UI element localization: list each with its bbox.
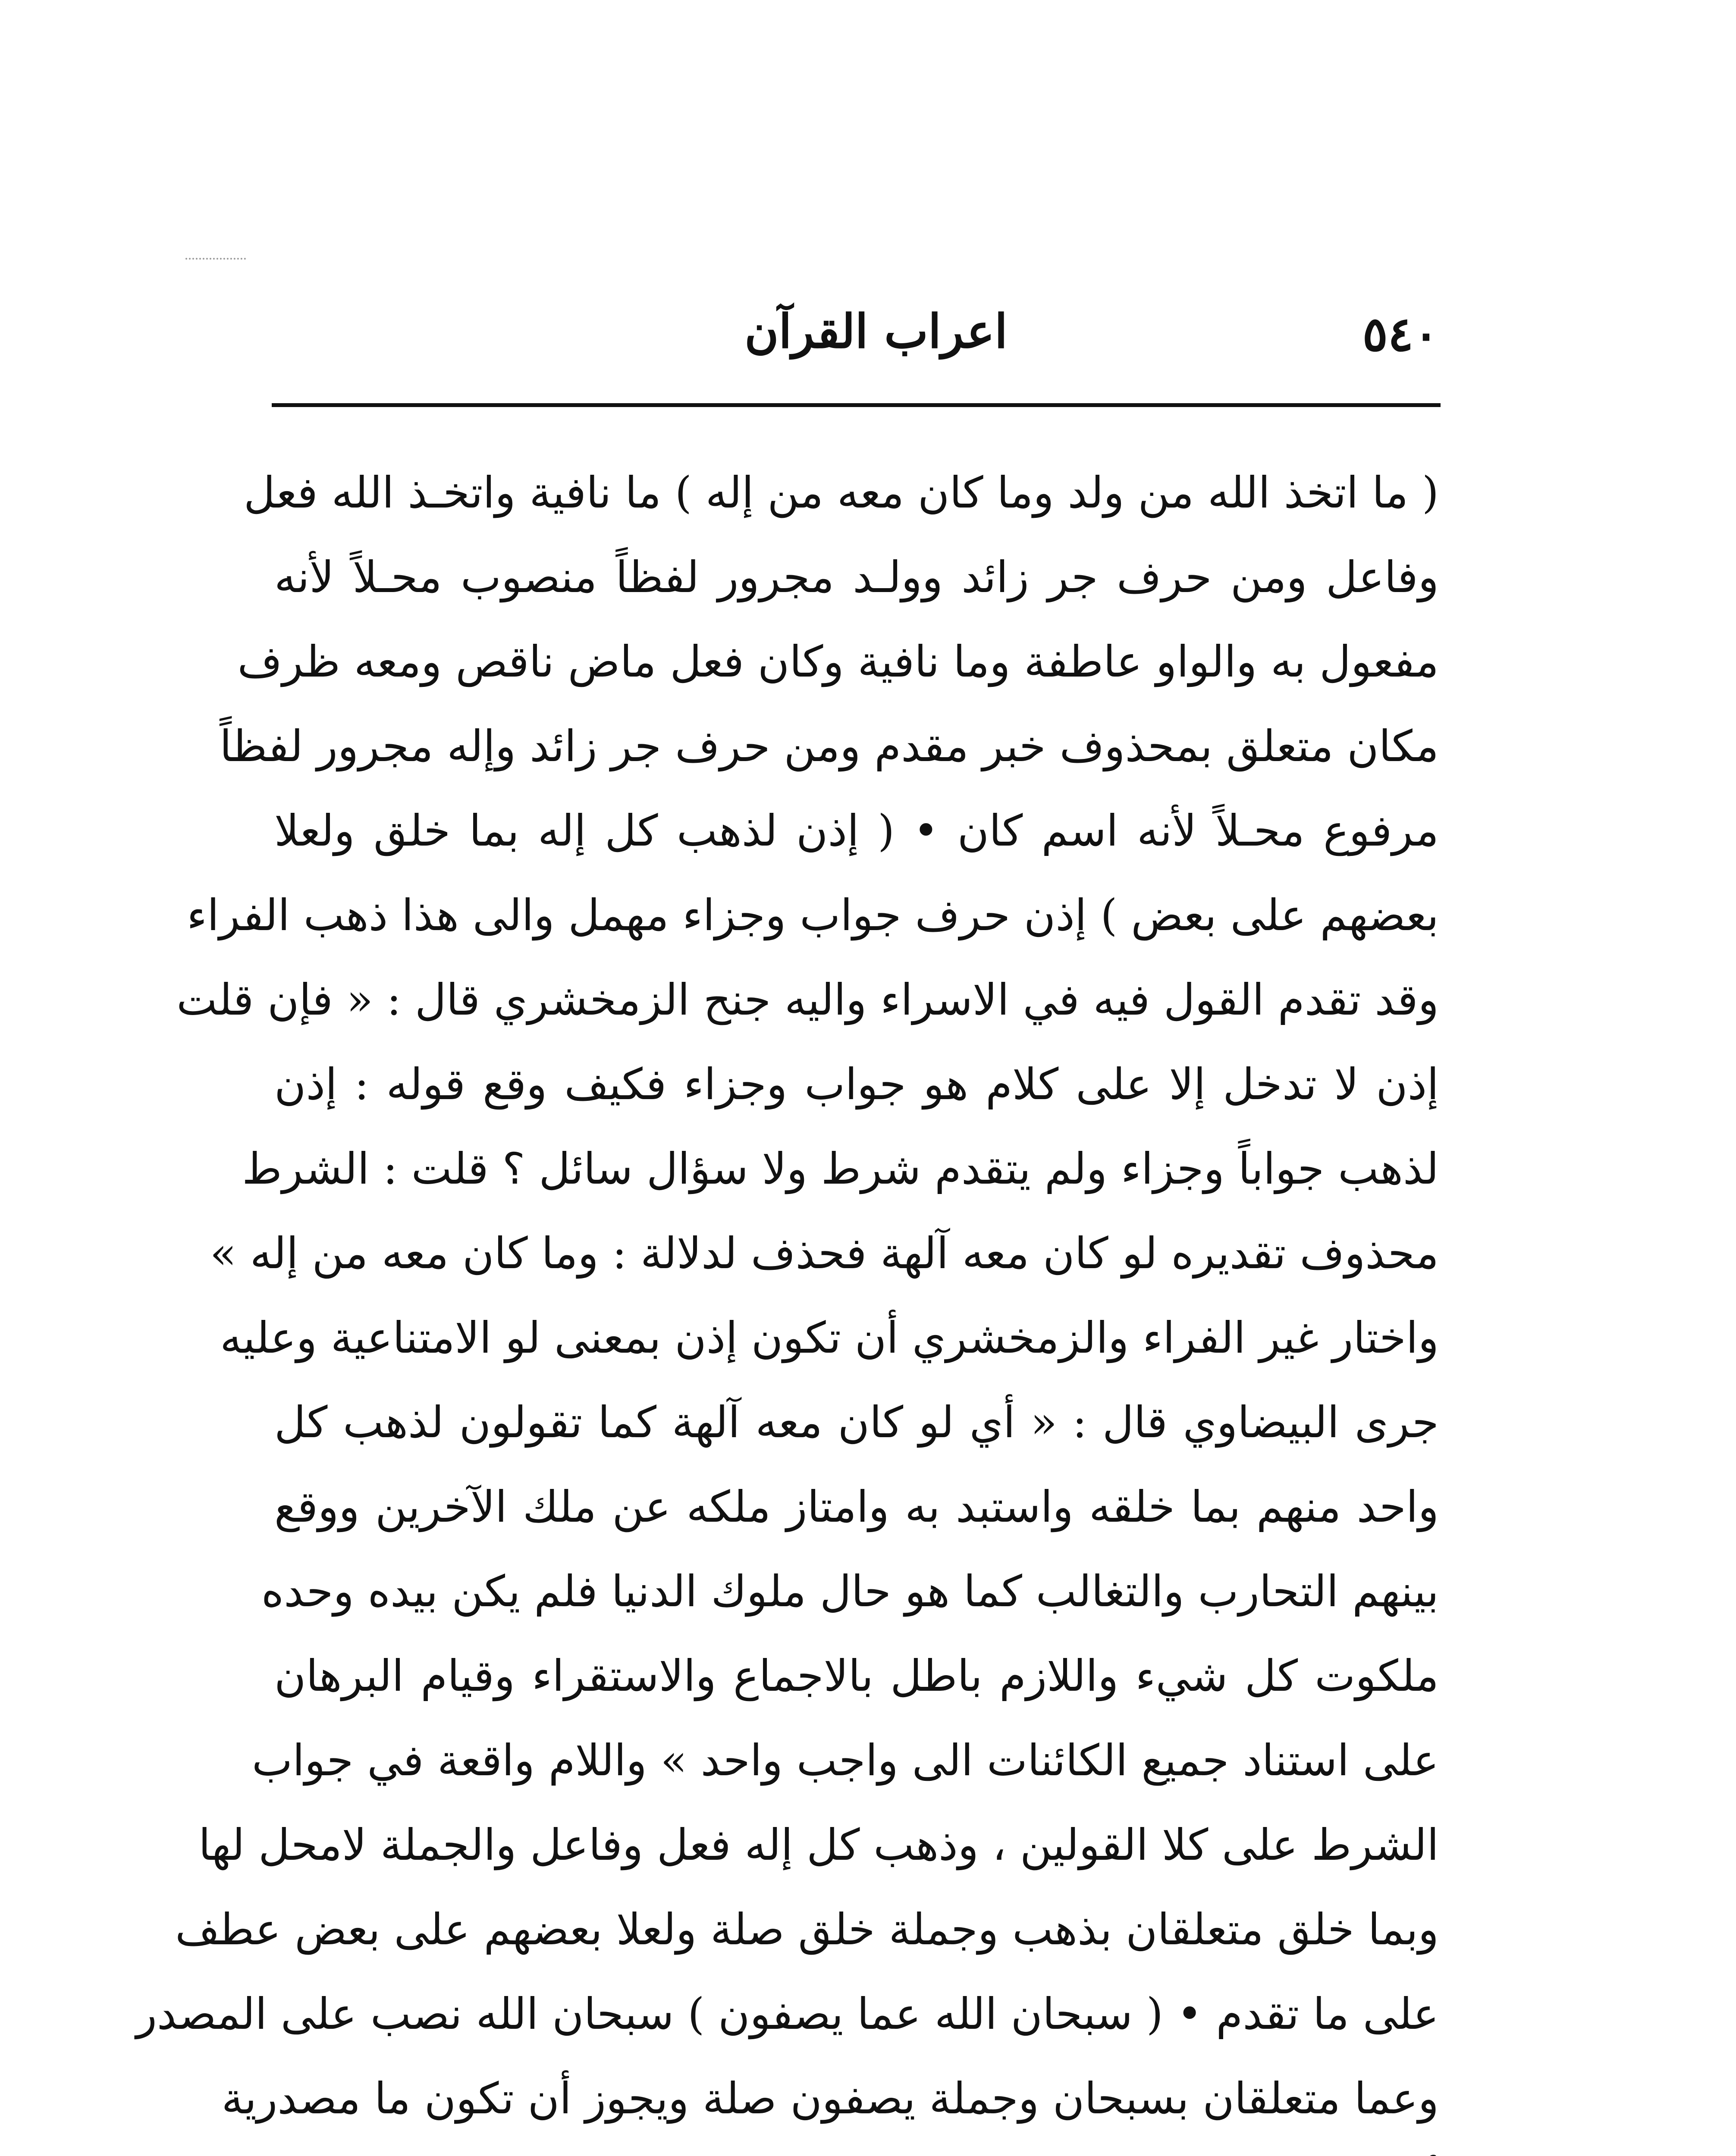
page-number: ٥٤٠ [1362, 306, 1439, 362]
text-line: إذن لا تدخل إلا على كلام هو جواب وجزاء فكيف وقع قوله : إذن [274, 1059, 1439, 1109]
running-title: اعراب القرآن [744, 304, 1008, 359]
text-line: بعضهم على بعض ) إذن حرف جواب وجزاء مهمل والى هذا ذهب الفراء [187, 890, 1439, 940]
text-line [274, 2141, 1439, 2156]
text-line: واحد منهم بما خلقه واستبد به وامتاز ملكه عن ملك الآخرين ووقع [274, 1482, 1439, 1532]
text-line: على ما تقدم • ( سبحان الله عما يصفون ) سبحان الله نصب على المصدر [136, 1989, 1439, 2039]
text-line: وقد تقدم القول فيه في الاسراء واليه جنح الزمخشري قال : « فإن قلت [176, 975, 1439, 1025]
text-line: جرى البيضاوي قال : « أي لو كان معه آلهة كما تقولون لذهب كل [274, 1397, 1439, 1448]
text-line: ( ما اتخذ الله من ولد وما كان معه من إله ) ما نافية واتخـذ الله فعل [244, 467, 1439, 518]
text-line: واختار غير الفراء والزمخشري أن تكون إذن بمعنى لو الامتناعية وعليه [220, 1313, 1439, 1363]
text-line: مرفوع محـلاً لأنه اسم كان • ( إذن لذهب كل إله بما خلق ولعلا [274, 805, 1439, 856]
text-line: على استناد جميع الكائنات الى واجب واحد » واللام واقعة في جواب [252, 1735, 1439, 1786]
text-line: وعما متعلقان بسبحان وجملة يصفون صلة ويجوز أن تكون ما مصدرية [221, 2073, 1439, 2124]
text-line: مفعول به والواو عاطفة وما نافية وكان فعل ماض ناقص ومعه ظرف [237, 636, 1439, 687]
text-line: بينهم التحارب والتغالب كما هو حال ملوك الدنيا فلم يكن بيده وحده [261, 1566, 1439, 1617]
text-line: مكان متعلق بمحذوف خبر مقدم ومن حرف جر زائد وإله مجرور لفظاً [220, 721, 1439, 771]
text-line: وبما خلق متعلقان بذهب وجملة خلق صلة ولعلا بعضهم على بعض عطف [175, 1904, 1439, 1955]
text-line: لذهب جواباً وجزاء ولم يتقدم شرط ولا سؤال سائل ؟ قلت : الشرط [242, 1144, 1439, 1194]
text-line: ملكوت كل شيء واللازم باطل بالاجماع والاستقراء وقيام البرهان [274, 1651, 1439, 1701]
body-text [136, 451, 1439, 2156]
text-line: وفاعل ومن حرف جر زائد وولـد مجرور لفظاً منصوب محـلاً لأنه [274, 552, 1439, 602]
scan-artifact-dots [185, 258, 246, 260]
text-line: الشرط على كلا القولين ، وذهب كل إله فعل وفاعل والجملة لامحل لها [198, 1820, 1439, 1870]
running-header [274, 293, 1439, 379]
header-divider [272, 403, 1441, 407]
text-line: محذوف تقديره لو كان معه آلهة فحذف لدلالة : وما كان معه من إله » [210, 1228, 1439, 1279]
